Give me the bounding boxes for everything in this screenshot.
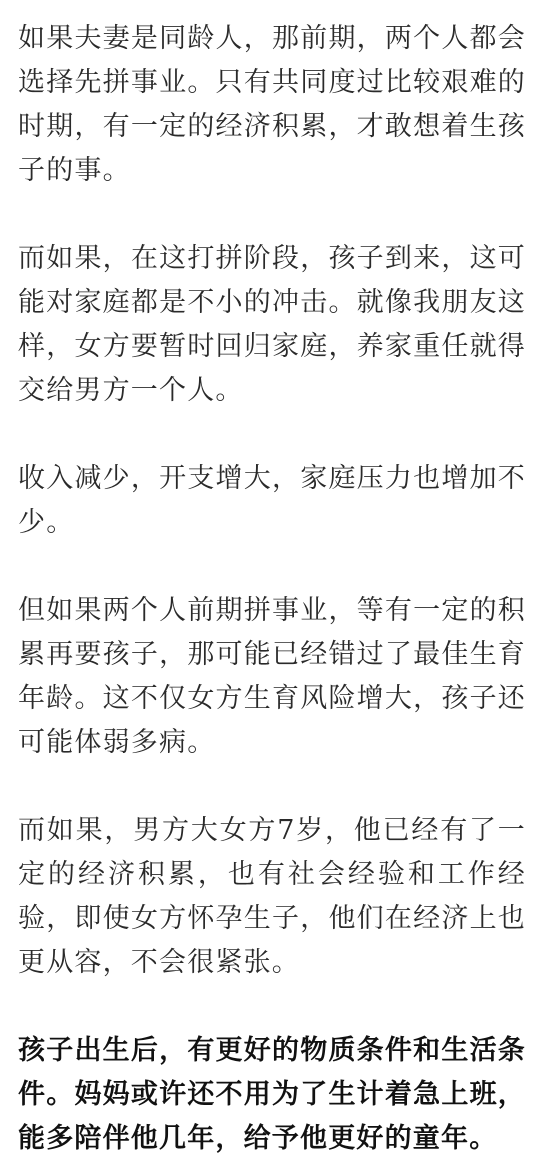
- paragraph-spacer: [18, 545, 526, 589]
- paragraph-5: 而如果，男方大女方7岁，他已经有了一定的经济积累，也有社会经验和工作经验，即使女方怀孕生子，他们在经济上也更从容，不会很紧张。: [18, 815, 526, 978]
- paragraph-spacer: [18, 193, 526, 237]
- paragraph-3: 收入减少，开支增大，家庭压力也增加不少。: [18, 463, 526, 538]
- paragraph-6-bold: 孩子出生后，有更好的物质条件和生活条件。妈妈或许还不用为了生计着急上班，能多陪伴他几年，给予他更好的童年。: [18, 1035, 526, 1154]
- paragraph-4: 但如果两个人前期拼事业，等有一定的积累再要孩子，那可能已经错过了最佳生育年龄。这不仅女方生育风险增大，孩子还可能体弱多病。: [18, 595, 526, 758]
- paragraph-2: 而如果，在这打拼阶段，孩子到来，这可能对家庭都是不小的冲击。就像我朋友这样，女方要暂时回归家庭，养家重任就得交给男方一个人。: [18, 243, 526, 406]
- paragraph-spacer: [18, 413, 526, 457]
- paragraph-spacer: [18, 765, 526, 809]
- paragraph-1: 如果夫妻是同龄人，那前期，两个人都会选择先拼事业。只有共同度过比较艰难的时期，有一定的经济积累，才敢想着生孩子的事。: [18, 23, 526, 186]
- paragraph-spacer: [18, 985, 526, 1029]
